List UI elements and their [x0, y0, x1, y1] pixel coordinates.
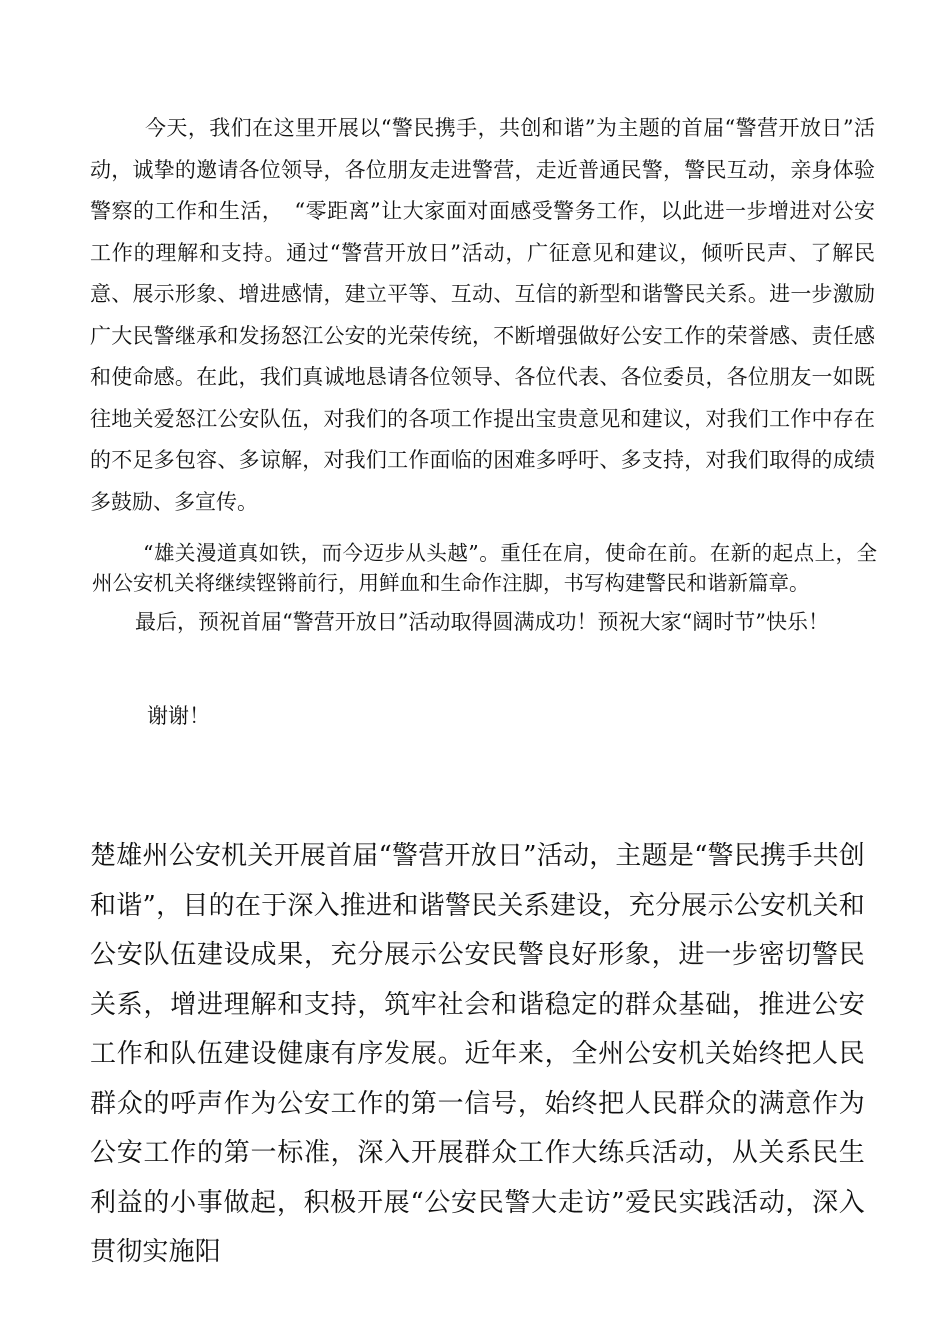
speech-paragraph-3: 最后，预祝首届“警营开放日”活动取得圆满成功！预祝大家“阔时节”快乐！ — [135, 610, 829, 634]
news-paragraph-1: 楚雄州公安机关开展首届“警营开放日”活动，主题是“警民携手共创和谐”，目的在于深入推进和谐警民关系建设，充分展示公安机关和公安队伍建设成果，充分展示公安民警良好形象，进一步密切警民关系，增进理解和支持，筑牢社会和谐稳定的群众基础，推进公安工作和队伍建设健康有序发展。近年来，全州公安机关始终把人民群众的呼声作为公安工作的第一信号，始终把人民群众的满意作为公安工作的第一标准，深入开展群众工作大练兵活动，从关系民生利益的小事做起，积极开展“公安民警大走访”爱民实践活动，深入贯彻实施阳 — [90, 841, 865, 1267]
speech-paragraph-2: “雄关漫道真如铁，而今迈步从头越”。重任在肩，使命在前。在新的起点上，全州公安机关将继续铿锵前行，用鲜血和生命作注脚，书写构建警民和谐新篇章。 — [92, 541, 877, 595]
speech-paragraph-1: 今天，我们在这里开展以“警民携手，共创和谐”为主题的首届“警营开放日”活动，诚挚的邀请各位领导，各位朋友走进警营，走近普通民警，警民互动，亲身体验警察的工作和生活， “零距离”让大家面对面感受警务工作，以此进一步增进对公安工作的理解和支持。通过“警营开放日”活动，广征意见和建议，倾听民声、了解民意、展示形象、增进感情，建立平等、互动、互信的新型和谐警民关系。进一步激励广大民警继承和发扬怒江公安的光荣传统，不断增强做好公安工作的荣誉感、责任感和使命感。在此，我们真诚地恳请各位领导、各位代表、各位委员，各位朋友一如既往地关爱怒江公安队伍，对我们的各项工作提出宝贵意见和建议，对我们工作中存在的不足多包容、多谅解，对我们工作面临的困难多呼吁、多支持，对我们取得的成绩多鼓励、多宣传。 — [90, 116, 875, 514]
speech-closing: 谢谢！ — [147, 704, 210, 728]
